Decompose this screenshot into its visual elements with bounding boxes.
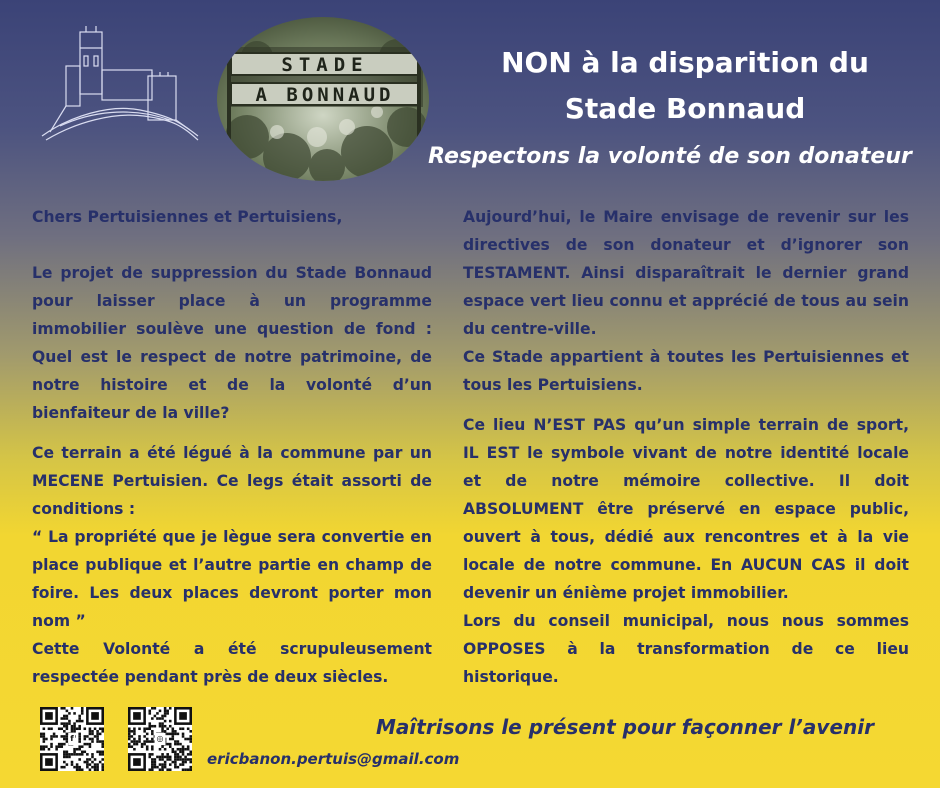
sign-bottom-text: A BONNAUD <box>255 84 395 106</box>
left-text-column <box>32 203 432 691</box>
title-line-1: NON à la disparition du <box>501 46 869 79</box>
sign-top-text: STADE <box>281 54 369 76</box>
right-text-column <box>463 203 909 691</box>
slogan: Maîtrisons le présent pour façonner l’avenir <box>376 715 874 739</box>
respected-paragraph: Cette Volonté a été scrupuleusement respectée pendant près de deux siècles. <box>32 640 432 686</box>
legacy-paragraph: Ce terrain a été légué à la commune par un MECENE Pertuisien. Ce legs était assorti de conditions : <box>32 444 432 518</box>
title-line-2: Stade Bonnaud <box>564 92 806 125</box>
contact-email-link[interactable]: ericbanon.pertuis@gmail.com <box>207 750 460 768</box>
instagram-icon: ◎ <box>156 734 164 743</box>
page-title <box>440 40 930 132</box>
facebook-qr-code[interactable] <box>40 707 104 771</box>
symbol-paragraph: Ce lieu N’EST PAS qu’un simple terrain de sport, IL EST le symbole vivant de notre identité locale et de notre mémoire collective. Il doit ABSOLUMENT être préservé en espace public, ouvert à tous, dédié aux rencontres et à la vie locale de notre commune. En AUCUN CAS il doit devenir un énième projet immobilier. <box>463 416 909 602</box>
instagram-qr-code[interactable] <box>128 707 192 771</box>
greeting-paragraph: Chers Pertuisiennes et Pertuisiens, <box>32 208 343 226</box>
page-subtitle: Respectons la volonté de son donateur <box>428 144 912 169</box>
donor-quote: “ La propriété que je lègue sera convertie en place publique et l’autre partie en champ de foire. Les deux places devront porter mon nom ” <box>32 528 432 630</box>
castle-outline-icon <box>40 26 200 144</box>
stadium-sign-photo <box>217 17 429 181</box>
today-paragraph: Aujourd’hui, le Maire envisage de revenir sur les directives de son donateur et d’ignorer son TESTAMENT. Ainsi disparaîtrait le dernier grand espace vert lieu connu et apprécié de tous au sein du centre-ville. <box>463 208 909 338</box>
intro-paragraph: Le projet de suppression du Stade Bonnaud pour laisser place à un programme immobilier soulève une question de fond : Quel est le respect de notre patrimoine, de notre histoire et de la volonté d’un bienfaiteur de la ville? <box>32 264 432 422</box>
belongs-paragraph: Ce Stade appartient à toutes les Pertuisiennes et tous les Pertuisiens. <box>463 348 909 394</box>
facebook-icon: f <box>70 734 74 743</box>
council-paragraph: Lors du conseil municipal, nous nous sommes OPPOSES à la transformation de ce lieu historique. <box>463 612 909 686</box>
